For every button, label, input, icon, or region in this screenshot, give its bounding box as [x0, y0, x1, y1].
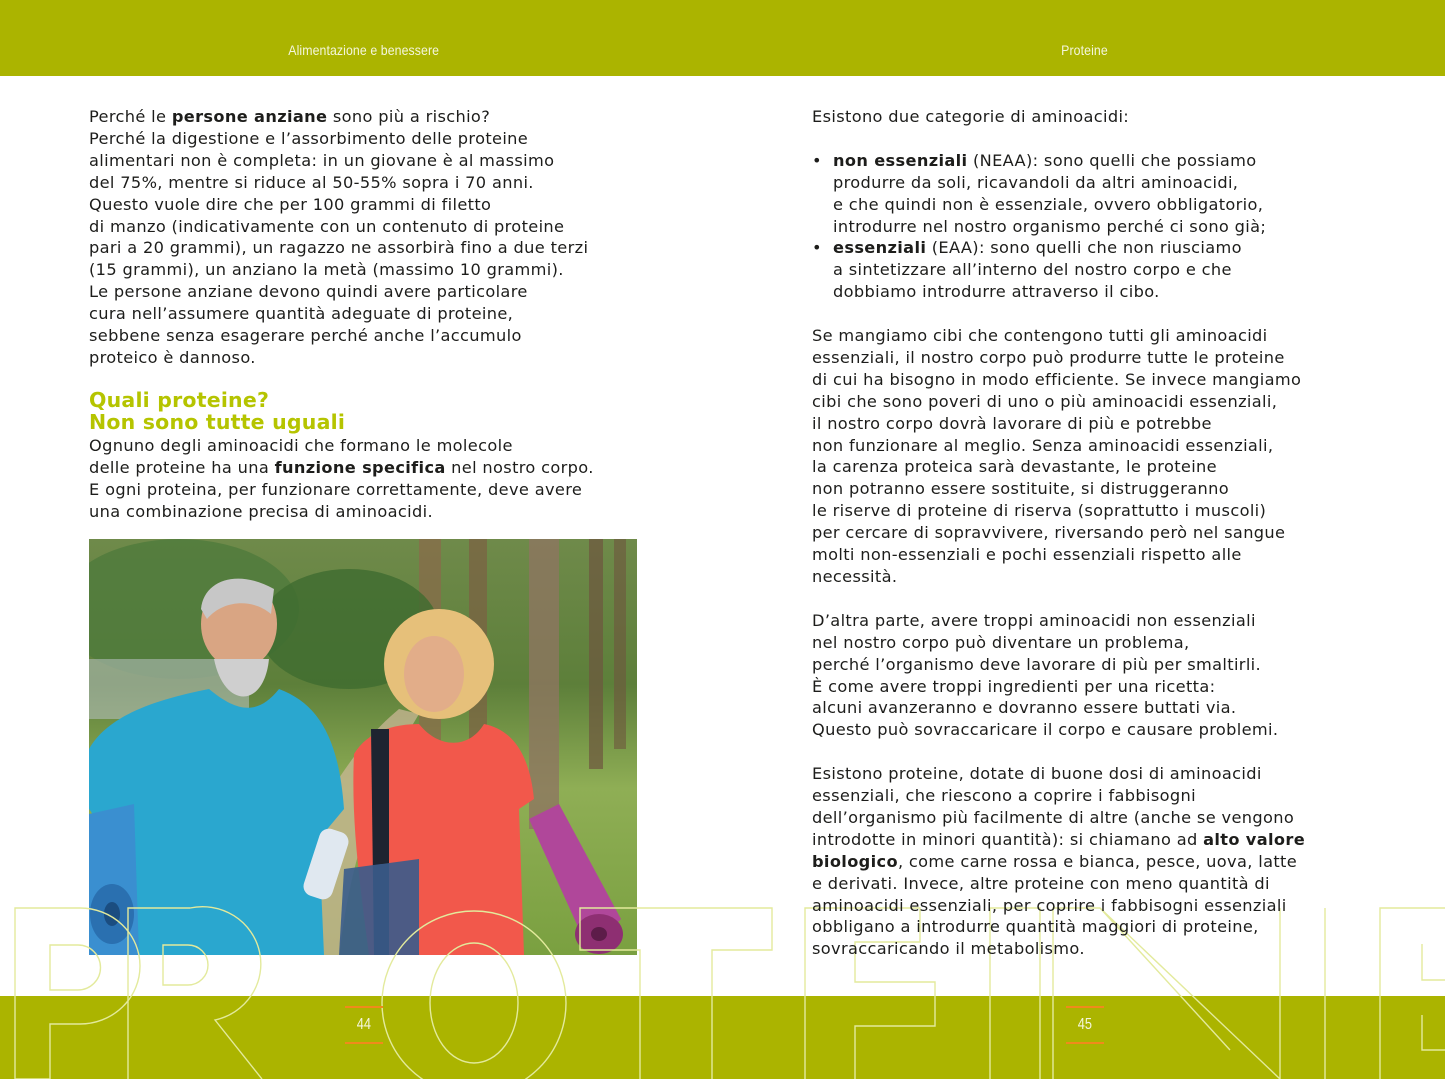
section-line: E ogni proteina, per funzionare correttamente, deve avere	[89, 479, 583, 499]
intro-line: di manzo (indicativamente con un contenuto di proteine	[89, 216, 565, 236]
running-head-left: Alimentazione e benessere	[288, 42, 440, 58]
intro-line: (15 grammi), un anziano la metà (massimo 10 grammi).	[89, 260, 564, 280]
page-number-right	[1066, 1006, 1104, 1044]
bold-persone-anziane: persone anziane	[171, 107, 328, 126]
page-number-left-text: 44	[356, 1016, 372, 1033]
footer-band	[0, 996, 1445, 1079]
section-line: Ognuno degli aminoacidi che formano le molecole	[89, 436, 513, 455]
seniors-walking-photo	[89, 539, 637, 955]
bullet-essenziali: • essenziali (EAA): sono quelli che non riusciamo a sintetizzare all’interno del nostro corpo e che dobbiamo introdurre attraverso il cibo.	[812, 237, 1305, 303]
header-band	[0, 0, 1445, 76]
section-subheading	[89, 389, 345, 433]
bullet-line: e che quindi non è essenziale, ovvero obbligatorio,	[833, 194, 1264, 214]
intro-line: pari a 20 grammi), un ragazzo ne assorbirà fino a due terzi	[89, 238, 589, 258]
bold-biologico: biologico	[812, 851, 898, 871]
categories-intro: Esistono due categorie di aminoacidi:	[812, 107, 1130, 126]
bullet-line: introdurre nel nostro organismo perché ci sono già;	[833, 216, 1267, 236]
paragraph-excess-nonessential: D’altra parte, avere troppi aminoacidi non essenziali nel nostro corpo può diventare un problema, perché l’organismo deve lavorare di più per smaltirli. È come avere troppi ingredienti per una ricetta: alcuni avanzeranno e dovranno essere buttati via. Questo può sovraccaricare il corpo e causare problemi.	[812, 610, 1279, 740]
intro-line: cura nell’assumere quantità adeguate di proteine,	[89, 304, 514, 324]
page-number-left	[345, 1006, 383, 1044]
right-column	[812, 106, 1305, 960]
bold-funzione-specifica: funzione specifica	[274, 457, 446, 477]
running-head-right: Proteine	[1061, 42, 1108, 58]
bullet-line: produrre da soli, ricavandoli da altri aminoacidi,	[833, 172, 1239, 192]
bold-alto-valore: alto valore	[1203, 829, 1306, 849]
subheading-line-1: Quali proteine?	[89, 388, 270, 412]
bullet-dot-icon: •	[812, 238, 822, 258]
bullet-non-essenziali: • non essenziali (NEAA): sono quelli che possiamo produrre da soli, ricavandoli da altri aminoacidi, e che quindi non è essenziale, ovvero obbligatorio, introdurre nel nostro organismo perché ci sono già;	[812, 150, 1305, 238]
subheading-line-2: Non sono tutte uguali	[89, 410, 346, 434]
page-number-right-text: 45	[1077, 1016, 1093, 1033]
section-body	[89, 435, 594, 523]
intro-line: Perché la digestione e l’assorbimento delle proteine	[89, 128, 529, 148]
paragraph-high-biological-value: Esistono proteine, dotate di buone dosi di aminoacidi essenziali, che riescono a coprire i fabbisogni dell’organismo più facilmente di altre (anche se vengono introdotte in minori quantità): si chiamano ad alto valore biologico, come carne rossa e bianca, pesce, uova, latte e derivati. Invece, altre proteine con meno quantità di aminoacidi essenziali, per coprire i fabbisogni essenziali obbligano a introdurre quantità maggiori di proteine, sovraccaricando il metabolismo.	[812, 764, 1306, 959]
section-line: una combinazione precisa di aminoacidi.	[89, 501, 433, 521]
bullet-line: a sintetizzare all’interno del nostro corpo e che	[833, 260, 1232, 280]
intro-line: Le persone anziane devono quindi avere particolare	[89, 282, 528, 302]
intro-line: alimentari non è completa: in un giovane è al massimo	[89, 150, 555, 170]
bullet-dot-icon: •	[812, 150, 822, 170]
intro-line: proteico è dannoso.	[89, 347, 256, 367]
photo-illustration	[89, 539, 637, 955]
bold-non-essenziali: non essenziali	[833, 150, 968, 170]
intro-line: Questo vuole dire che per 100 grammi di filetto	[89, 194, 492, 214]
intro-line: del 75%, mentre si riduce al 50-55% sopra i 70 anni.	[89, 172, 534, 192]
intro-line: sebbene senza esagerare perché anche l’accumulo	[89, 326, 522, 346]
intro-question: Perché le persone anziane sono più a rischio?	[89, 107, 491, 126]
bullet-line: dobbiamo introdurre attraverso il cibo.	[833, 282, 1160, 302]
section-line: delle proteine ha una funzione specifica nel nostro corpo.	[89, 457, 594, 477]
bold-essenziali: essenziali	[833, 238, 927, 258]
left-column	[89, 106, 588, 369]
paragraph-essential-aminoacids: Se mangiamo cibi che contengono tutti gli aminoacidi essenziali, il nostro corpo può produrre tutte le proteine di cui ha bisogno in modo efficiente. Se invece mangiamo cibi che sono poveri di uno o più aminoacidi essenziali, il nostro corpo dovrà lavorare di più e potrebbe non funzionare al meglio. Senza aminoacidi essenziali, la carenza proteica sarà devastante, le proteine non potranno essere sostituite, si distruggeranno le riserve di proteine di riserva (soprattutto i muscoli) per cercare di sopravvivere, riversando però nel sangue molti non-essenziali e pochi essenziali rispetto alle necessità.	[812, 326, 1302, 586]
